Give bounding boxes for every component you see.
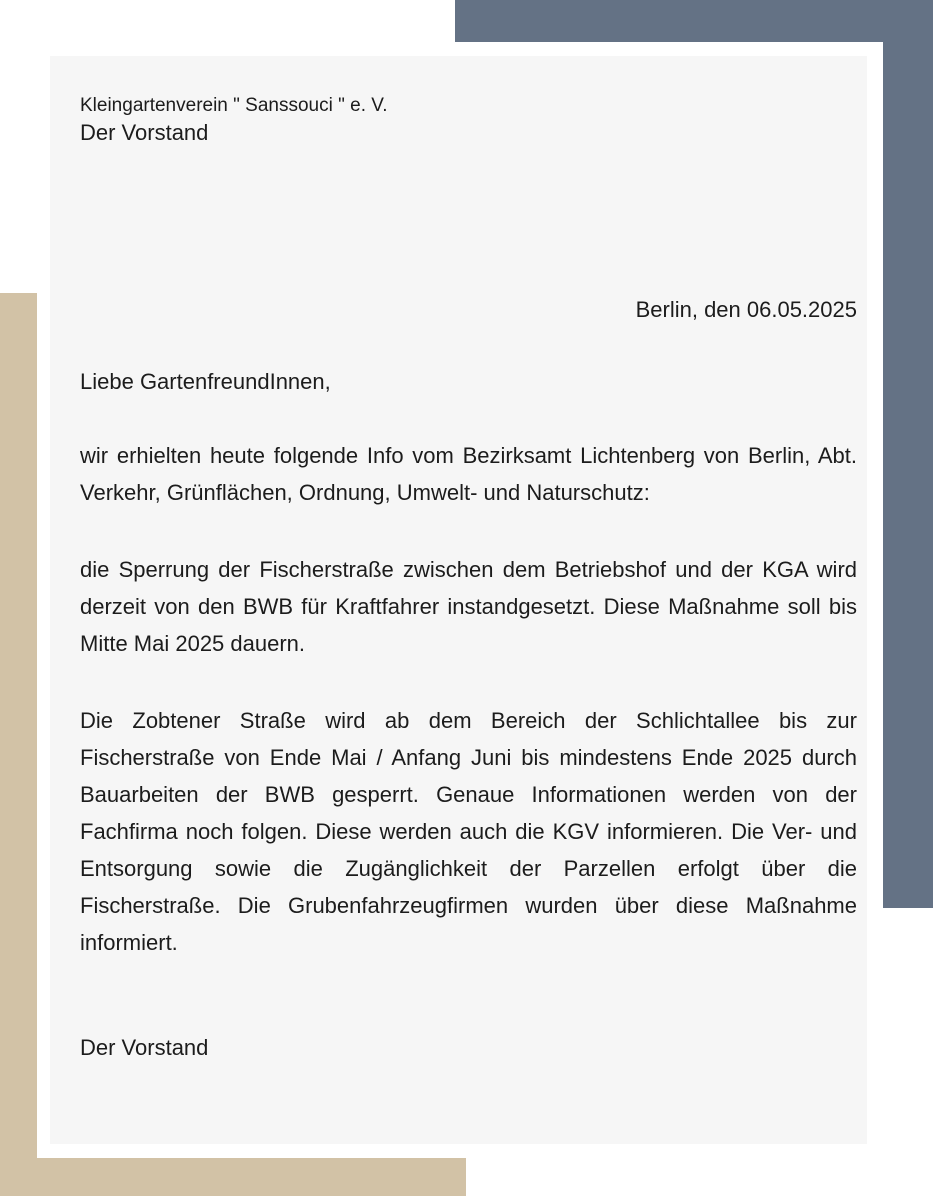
board-header: Der Vorstand	[80, 120, 209, 145]
paragraph-fischerstrasse: die Sperrung der Fischerstraße zwischen dem Betriebshof und der KGA wird derzeit von den BWB für Kraftfahrer instandgesetzt. Diese Maßnahme soll bis Mitte Mai 2025 dauern.	[80, 557, 857, 656]
letter-content	[80, 92, 857, 1063]
paragraph-zobtener-strasse: Die Zobtener Straße wird ab dem Bereich der Schlichtallee bis zur Fischerstraße von Ende Mai / Anfang Juni bis mindestens Ende 2025 durch Bauarbeiten der BWB gesperrt. Genaue Informationen werden von der Fachfirma noch folgen. Diese werden auch die KGV informieren. Die Ver- und Entsorgung sowie die Zugänglichkeit der Parzellen erfolgt über die Fischerstraße. Die Grubenfahrzeugfirmen wurden über diese Maßnahme informiert.	[80, 708, 857, 955]
organization-name: Kleingartenverein " Sanssouci " e. V.	[80, 95, 388, 116]
signature: Der Vorstand	[80, 1035, 209, 1060]
letter-sheet	[50, 56, 867, 1144]
letter-paper	[37, 42, 883, 1158]
salutation: Liebe GartenfreundInnen,	[80, 369, 331, 394]
date-line: Berlin, den 06.05.2025	[635, 297, 857, 322]
paragraph-intro: wir erhielten heute folgende Info vom Bezirksamt Lichtenberg von Berlin, Abt. Verkehr, Grünflächen, Ordnung, Umwelt- und Naturschutz:	[80, 443, 857, 505]
